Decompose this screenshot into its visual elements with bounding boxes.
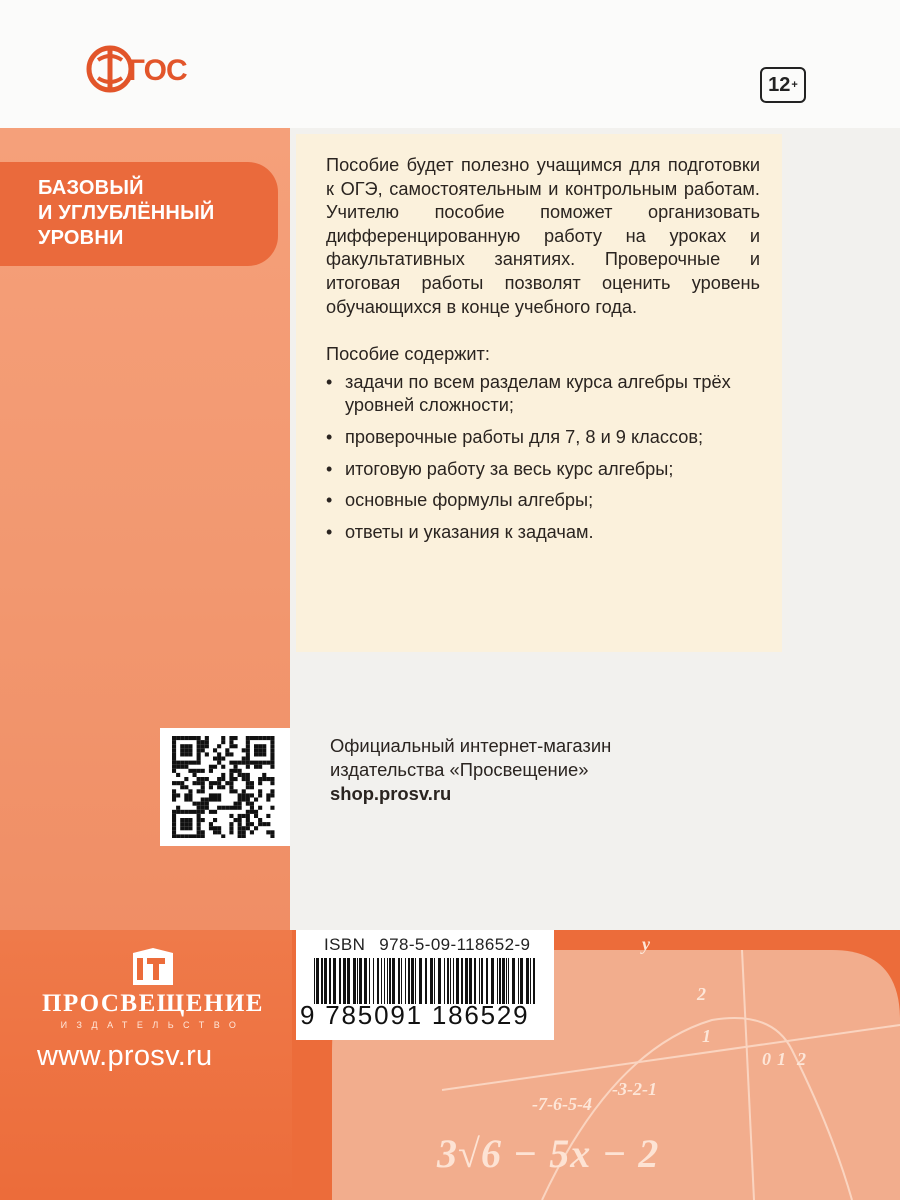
svg-text:y: y bbox=[642, 934, 650, 954]
publisher-subtitle: ИЗДАТЕЛЬСТВО bbox=[60, 1020, 246, 1030]
decorative-formula: 3√6 − 5x − 2 bbox=[437, 1131, 660, 1176]
qr-code-icon bbox=[172, 736, 278, 838]
level-line-2: И УГЛУБЛЁННЫЙ bbox=[38, 202, 215, 224]
age-rating-badge bbox=[760, 67, 806, 103]
svg-text:1: 1 bbox=[777, 1049, 786, 1069]
age-rating-number: 12 bbox=[768, 73, 791, 96]
list-item: • итоговую работу за весь курс алгебры; bbox=[326, 458, 760, 482]
shop-line-1: Официальный интернет-магазин bbox=[330, 735, 612, 756]
svg-text:1: 1 bbox=[702, 1026, 711, 1046]
qr-code[interactable] bbox=[160, 728, 290, 846]
publisher-name: ПРОСВЕЩЕНИЕ bbox=[42, 990, 264, 1017]
svg-text:-3-2-1: -3-2-1 bbox=[612, 1079, 657, 1099]
barcode-digits: 9 785091 186529 bbox=[300, 1000, 530, 1030]
publisher-emblem-icon bbox=[132, 948, 174, 991]
list-item: • основные формулы алгебры; bbox=[326, 489, 760, 513]
isbn-box bbox=[296, 930, 554, 1040]
level-tab bbox=[0, 162, 278, 266]
list-item: • ответы и указания к задачам. bbox=[326, 521, 760, 545]
svg-text:2: 2 bbox=[797, 1049, 806, 1069]
svg-text:-7-6-5-4: -7-6-5-4 bbox=[532, 1094, 592, 1114]
shop-block bbox=[330, 734, 611, 806]
level-line-1: БАЗОВЫЙ bbox=[38, 177, 144, 199]
age-rating-plus: + bbox=[791, 79, 798, 91]
isbn-label: ISBN bbox=[324, 935, 366, 954]
barcode-icon bbox=[308, 958, 540, 1004]
contents-list bbox=[326, 371, 760, 545]
list-item: • задачи по всем разделам курса алгебры трёх уровней сложности; bbox=[326, 371, 760, 418]
svg-text:0: 0 bbox=[762, 1049, 771, 1069]
description-box bbox=[296, 134, 782, 652]
publisher-website-link[interactable]: www.prosv.ru bbox=[37, 1040, 213, 1072]
contents-title: Пособие содержит: bbox=[326, 344, 490, 365]
isbn-number: 978-5-09-118652-9 bbox=[379, 935, 531, 954]
shop-line-2: издательства «Просвещение» bbox=[330, 759, 589, 780]
isbn-label-row bbox=[324, 935, 530, 955]
level-line-3: УРОВНИ bbox=[38, 227, 124, 249]
shop-url-link[interactable]: shop.prosv.ru bbox=[330, 783, 452, 804]
fgos-logo-text: ГОС bbox=[128, 54, 187, 87]
list-item: • проверочные работы для 7, 8 и 9 классов; bbox=[326, 426, 760, 450]
description-paragraph: Пособие будет полезно учащимся для подготовки к ОГЭ, самостоятельным и контрольным работам. Учителю пособие поможет организовать дифференцированную работу на уроках и факультативных занятиях. Проверочные и итоговая работы позволят оценить уровень обучающихся в конце учебного года. bbox=[326, 155, 760, 317]
svg-text:2: 2 bbox=[697, 984, 706, 1004]
